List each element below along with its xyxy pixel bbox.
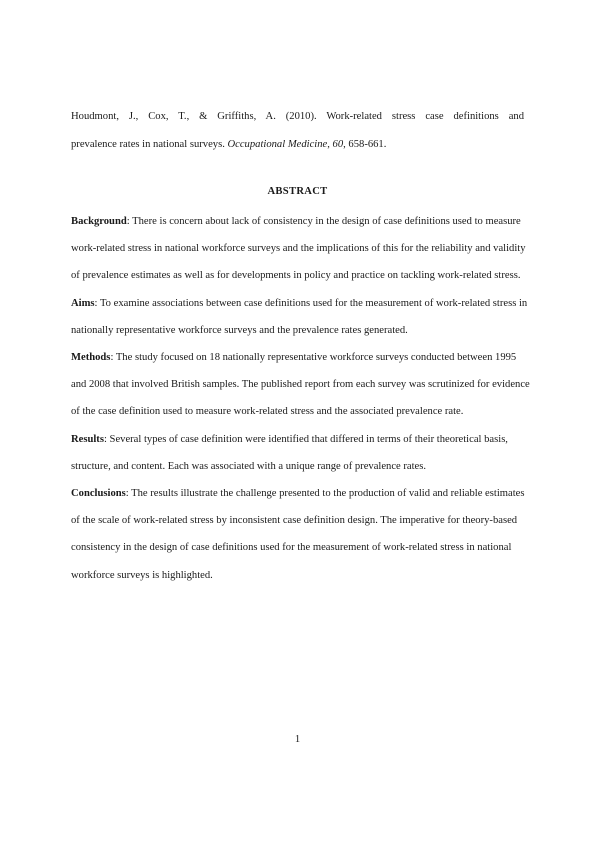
citation-text: prevalence rates in national surveys.: [71, 138, 228, 150]
abstract-section-results: [71, 426, 531, 480]
section-label: Background: [71, 216, 127, 227]
abstract-section-background: [71, 208, 531, 290]
abstract-section-aims: [71, 290, 531, 344]
abstract-body: [71, 208, 531, 589]
journal-volume: 60: [332, 138, 344, 150]
section-label: Methods: [71, 352, 111, 364]
section-text: : The results illustrate the challenge presented to the production of valid and reliable estimates of the scale of work-related stress by inconsistent case definition design. The imperative for theory-based consistency in the design of case definitions used for the measurement of work-related stress in national workforce surveys is highlighted.: [71, 488, 525, 581]
section-text: : Several types of case definition were identified that differed in terms of their theoretical basis, structure, and content. Each was associated with a unique range of prevalence rates.: [71, 433, 508, 472]
section-text: : To examine associations between case definitions used for the measurement of work-related stress in nationally representative workforce surveys and the prevalence rates generated.: [71, 297, 528, 336]
section-label: Results: [71, 433, 104, 445]
page-number: 1: [294, 734, 301, 745]
citation-line-1: Houdmont, J., Cox, T., & Griffiths, A. (2010). Work-related stress case definitions and: [71, 111, 524, 122]
citation-separator: ,: [327, 138, 333, 150]
abstract-section-conclusions: [71, 480, 531, 589]
abstract-heading: ABSTRACT: [267, 186, 328, 197]
citation-line-2: [71, 131, 524, 159]
journal-name: Occupational Medicine: [227, 138, 328, 150]
section-text: : There is concern about lack of consistency in the design of case definitions used to measure work-related stress in national workforce surveys and the implications of this for the reliability and validity of prevalence estimates as well as for developments in policy and practice on tackling work-related stress.: [71, 216, 526, 282]
citation-pages: , 658-661.: [343, 138, 387, 150]
section-label: Conclusions: [71, 488, 126, 500]
section-label: Aims: [71, 297, 95, 309]
citation: [71, 103, 524, 158]
section-text: : The study focused on 18 nationally representative workforce surveys conducted between 1995 and 2008 that involved British samples. The published report from each survey was scrutinized for evidence of the case definition used to measure work-related stress and the associated prevalence rate.: [71, 352, 530, 418]
abstract-section-methods: [71, 344, 531, 426]
